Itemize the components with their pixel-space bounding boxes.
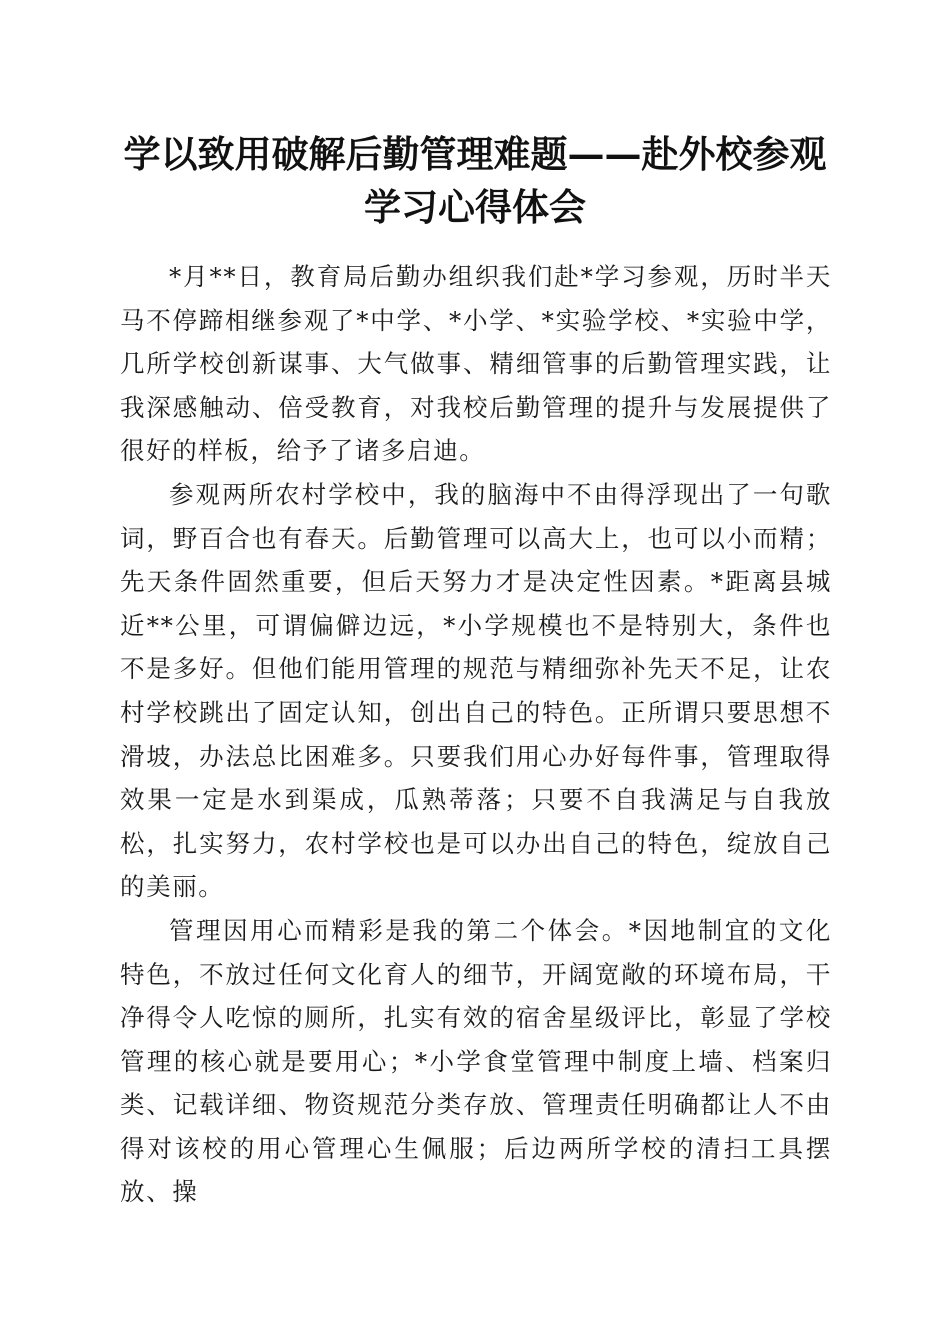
- document-body: [120, 255, 832, 1214]
- paragraph-3: 管理因用心而精彩是我的第二个体会。*因地制宜的文化特色，不放过任何文化育人的细节，开阔宽敞的环境布局，干净得令人吃惊的厕所，扎实有效的宿舍星级评比，彰显了学校管理的核心就是要用心；*小学食堂管理中制度上墙、档案归类、记载详细、物资规范分类存放、管理责任明确都让人不由得对该校的用心管理心生佩服；后边两所学校的清扫工具摆放、操: [120, 915, 832, 1207]
- paragraph-1: *月**日，教育局后勤办组织我们赴*学习参观，历时半天马不停蹄相继参观了*中学、*小学、*实验学校、*实验中学，几所学校创新谋事、大气做事、精细管事的后勤管理实践，让我深感触动、倍受教育，对我校后勤管理的提升与发展提供了很好的样板，给予了诸多启迪。: [120, 262, 832, 466]
- document-title: 学以致用破解后勤管理难题——赴外校参观学习心得体会: [123, 132, 827, 229]
- paragraph-2: 参观两所农村学校中，我的脑海中不由得浮现出了一句歌词，野百合也有春天。后勤管理可以高大上，也可以小而精；先天条件固然重要，但后天努力才是决定性因素。*距离县城近**公里，可谓偏僻边远，*小学规模也不是特别大，条件也不是多好。但他们能用管理的规范与精细弥补先天不足，让农村学校跳出了固定认知，创出自己的特色。正所谓只要思想不滑坡，办法总比困难多。只要我们用心办好每件事，管理取得效果一定是水到渠成，瓜熟蒂落；只要不自我满足与自我放松，扎实努力，农村学校也是可以办出自己的特色，绽放自己的美丽。: [120, 479, 832, 902]
